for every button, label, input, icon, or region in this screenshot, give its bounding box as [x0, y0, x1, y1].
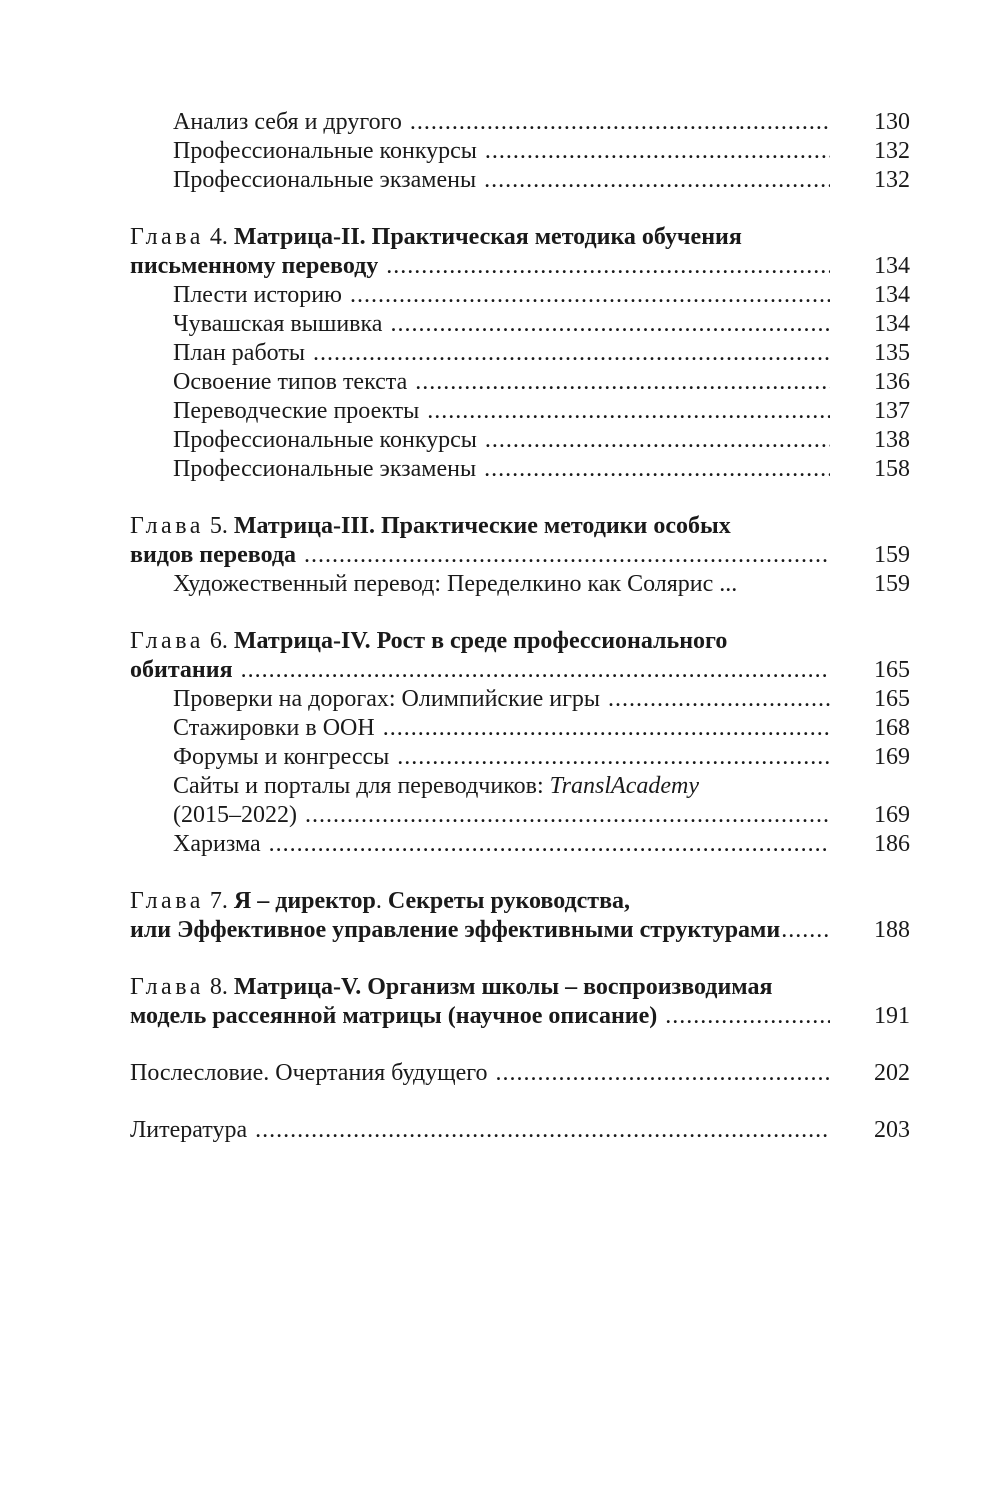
toc-entry-label: Профессиональные экзамены	[173, 456, 477, 482]
toc-entry-page: 135	[874, 340, 910, 366]
toc-entry-page: 158	[874, 456, 910, 482]
chapter-heading-5-cont[interactable]	[130, 541, 910, 570]
dot-leader	[410, 108, 830, 137]
chapter-title: Матрица-III. Практические методики особых	[233, 513, 731, 539]
toc-entry-label: Профессиональные экзамены	[173, 167, 477, 193]
toc-entry-page: 137	[874, 398, 910, 424]
dot-leader	[484, 455, 830, 484]
toc-entry[interactable]	[130, 570, 910, 599]
chapter-page: 188	[874, 917, 910, 943]
dot-leader	[485, 426, 830, 455]
chapter-title: Матрица-II. Практическая методика обучения	[233, 224, 742, 250]
toc-entry-label: План работы	[173, 340, 305, 366]
toc-entry[interactable]	[130, 339, 910, 368]
toc-entry-page: 130	[874, 109, 910, 135]
dot-leader	[241, 656, 830, 685]
section-gap	[130, 195, 910, 223]
toc-entry[interactable]	[130, 108, 910, 137]
section-gap	[130, 1088, 910, 1116]
chapter-number: 4.	[209, 224, 228, 250]
toc-entry-page: 134	[874, 282, 910, 308]
literature-page: 203	[874, 1117, 910, 1143]
chapter-number: 5.	[209, 513, 228, 539]
toc-entry[interactable]	[130, 368, 910, 397]
toc-entry-label: Проверки на дорогах: Олимпийские игры	[173, 686, 601, 712]
toc-entry[interactable]	[130, 397, 910, 426]
chapter-prefix: Глава	[130, 628, 204, 654]
chapter-heading-7-cont[interactable]	[130, 916, 910, 945]
chapter-title-dot: .	[375, 888, 382, 914]
dot-leader	[485, 137, 830, 166]
toc-entry-label: Профессиональные конкурсы	[173, 427, 477, 453]
chapter-number: 8.	[209, 974, 228, 1000]
dot-leader	[427, 397, 830, 426]
toc-entry-page: 136	[874, 369, 910, 395]
chapter-title: Матрица-V. Организм школы – воспроизводимая	[233, 974, 773, 1000]
dot-leader	[781, 916, 830, 945]
dot-leader	[350, 281, 830, 310]
chapter-title: Матрица-IV. Рост в среде профессионального	[233, 628, 728, 654]
dot-leader	[484, 166, 830, 195]
toc-entry[interactable]	[130, 426, 910, 455]
section-gap	[130, 945, 910, 973]
toc-entry-label: Сайты и порталы для переводчиков:	[173, 773, 550, 799]
chapter-heading-6-cont[interactable]	[130, 656, 910, 685]
toc-entry-label: Плести историю	[173, 282, 342, 308]
chapter-heading-7[interactable]	[130, 887, 910, 916]
toc-entry-label: Переводческие проекты	[173, 398, 420, 424]
chapter-title-cont: обитания	[130, 657, 233, 683]
toc-entry[interactable]	[130, 685, 910, 714]
chapter-heading-4[interactable]	[130, 223, 910, 252]
chapter-page: 191	[874, 1003, 910, 1029]
dot-leader	[496, 1059, 830, 1088]
dot-leader	[665, 1002, 830, 1031]
toc-entry[interactable]	[130, 830, 910, 859]
toc-entry-sites-cont[interactable]	[130, 801, 910, 830]
toc-entry-page: 159	[874, 571, 910, 597]
section-gap	[130, 859, 910, 887]
literature-label: Литература	[130, 1117, 248, 1143]
toc-entry-page: 169	[874, 744, 910, 770]
toc-entry-page: 168	[874, 715, 910, 741]
dot-leader	[397, 743, 830, 772]
chapter-prefix: Глава	[130, 888, 204, 914]
section-gap	[130, 1031, 910, 1059]
toc-entry[interactable]	[130, 743, 910, 772]
toc-entry-label: Стажировки в ООН	[173, 715, 375, 741]
toc-entry-label: Чувашская вышивка	[173, 311, 383, 337]
chapter-heading-8[interactable]	[130, 973, 910, 1002]
section-gap	[130, 484, 910, 512]
toc-entry-label: Художественный перевод: Переделкино как Солярис ...	[173, 571, 738, 597]
dot-leader	[255, 1116, 830, 1145]
chapter-title-cont: видов перевода	[130, 542, 297, 568]
chapter-prefix: Глава	[130, 513, 204, 539]
toc-entry[interactable]	[130, 455, 910, 484]
chapter-page: 165	[874, 657, 910, 683]
toc-literature[interactable]	[130, 1116, 910, 1145]
chapter-prefix: Глава	[130, 974, 204, 1000]
dot-leader	[608, 685, 830, 714]
toc-entry-label: Профессиональные конкурсы	[173, 138, 477, 164]
table-of-contents	[130, 108, 910, 1145]
afterword-label: Послесловие. Очертания будущего	[130, 1060, 488, 1086]
chapter-number: 7.	[209, 888, 228, 914]
dot-leader	[304, 541, 830, 570]
chapter-heading-4-cont[interactable]	[130, 252, 910, 281]
chapter-title-cont: модель рассеянной матрицы (научное описание)	[130, 1003, 658, 1029]
chapter-page: 134	[874, 253, 910, 279]
toc-entry[interactable]	[130, 166, 910, 195]
toc-entry-page: 132	[874, 138, 910, 164]
toc-entry-page: 186	[874, 831, 910, 857]
toc-entry[interactable]	[130, 281, 910, 310]
toc-entry-sites[interactable]	[130, 772, 910, 801]
toc-entry-label: Освоение типов текста	[173, 369, 408, 395]
toc-entry-page: 138	[874, 427, 910, 453]
toc-entry-label-italic: TranslAcademy	[549, 773, 699, 799]
toc-afterword[interactable]	[130, 1059, 910, 1088]
dot-leader	[386, 252, 830, 281]
chapter-heading-5[interactable]	[130, 512, 910, 541]
toc-entry[interactable]	[130, 714, 910, 743]
toc-entry-page: 169	[874, 802, 910, 828]
toc-entry-label: Харизма	[173, 831, 261, 857]
chapter-number: 6.	[209, 628, 228, 654]
dot-leader	[415, 368, 830, 397]
chapter-page: 159	[874, 542, 910, 568]
toc-entry-label: (2015–2022)	[173, 802, 297, 828]
chapter-title-cont: или Эффективное управление эффективными структурами	[130, 917, 781, 943]
chapter-heading-8-cont[interactable]	[130, 1002, 910, 1031]
toc-entry[interactable]	[130, 310, 910, 339]
toc-entry-page: 165	[874, 686, 910, 712]
toc-entry-page: 132	[874, 167, 910, 193]
toc-entry-label: Форумы и конгрессы	[173, 744, 390, 770]
toc-entry-label: Анализ себя и другого	[173, 109, 402, 135]
dot-leader	[390, 310, 830, 339]
chapter-title-b: Секреты руководства,	[387, 888, 631, 914]
chapter-title-cont: письменному переводу	[130, 253, 379, 279]
section-gap	[130, 599, 910, 627]
dot-leader	[383, 714, 830, 743]
afterword-page: 202	[874, 1060, 910, 1086]
chapter-prefix: Глава	[130, 224, 204, 250]
dot-leader	[305, 801, 830, 830]
chapter-heading-6[interactable]	[130, 627, 910, 656]
dot-leader	[313, 339, 830, 368]
chapter-title: Я – директор	[233, 888, 376, 914]
dot-leader	[269, 830, 830, 859]
toc-entry-page: 134	[874, 311, 910, 337]
toc-entry[interactable]	[130, 137, 910, 166]
